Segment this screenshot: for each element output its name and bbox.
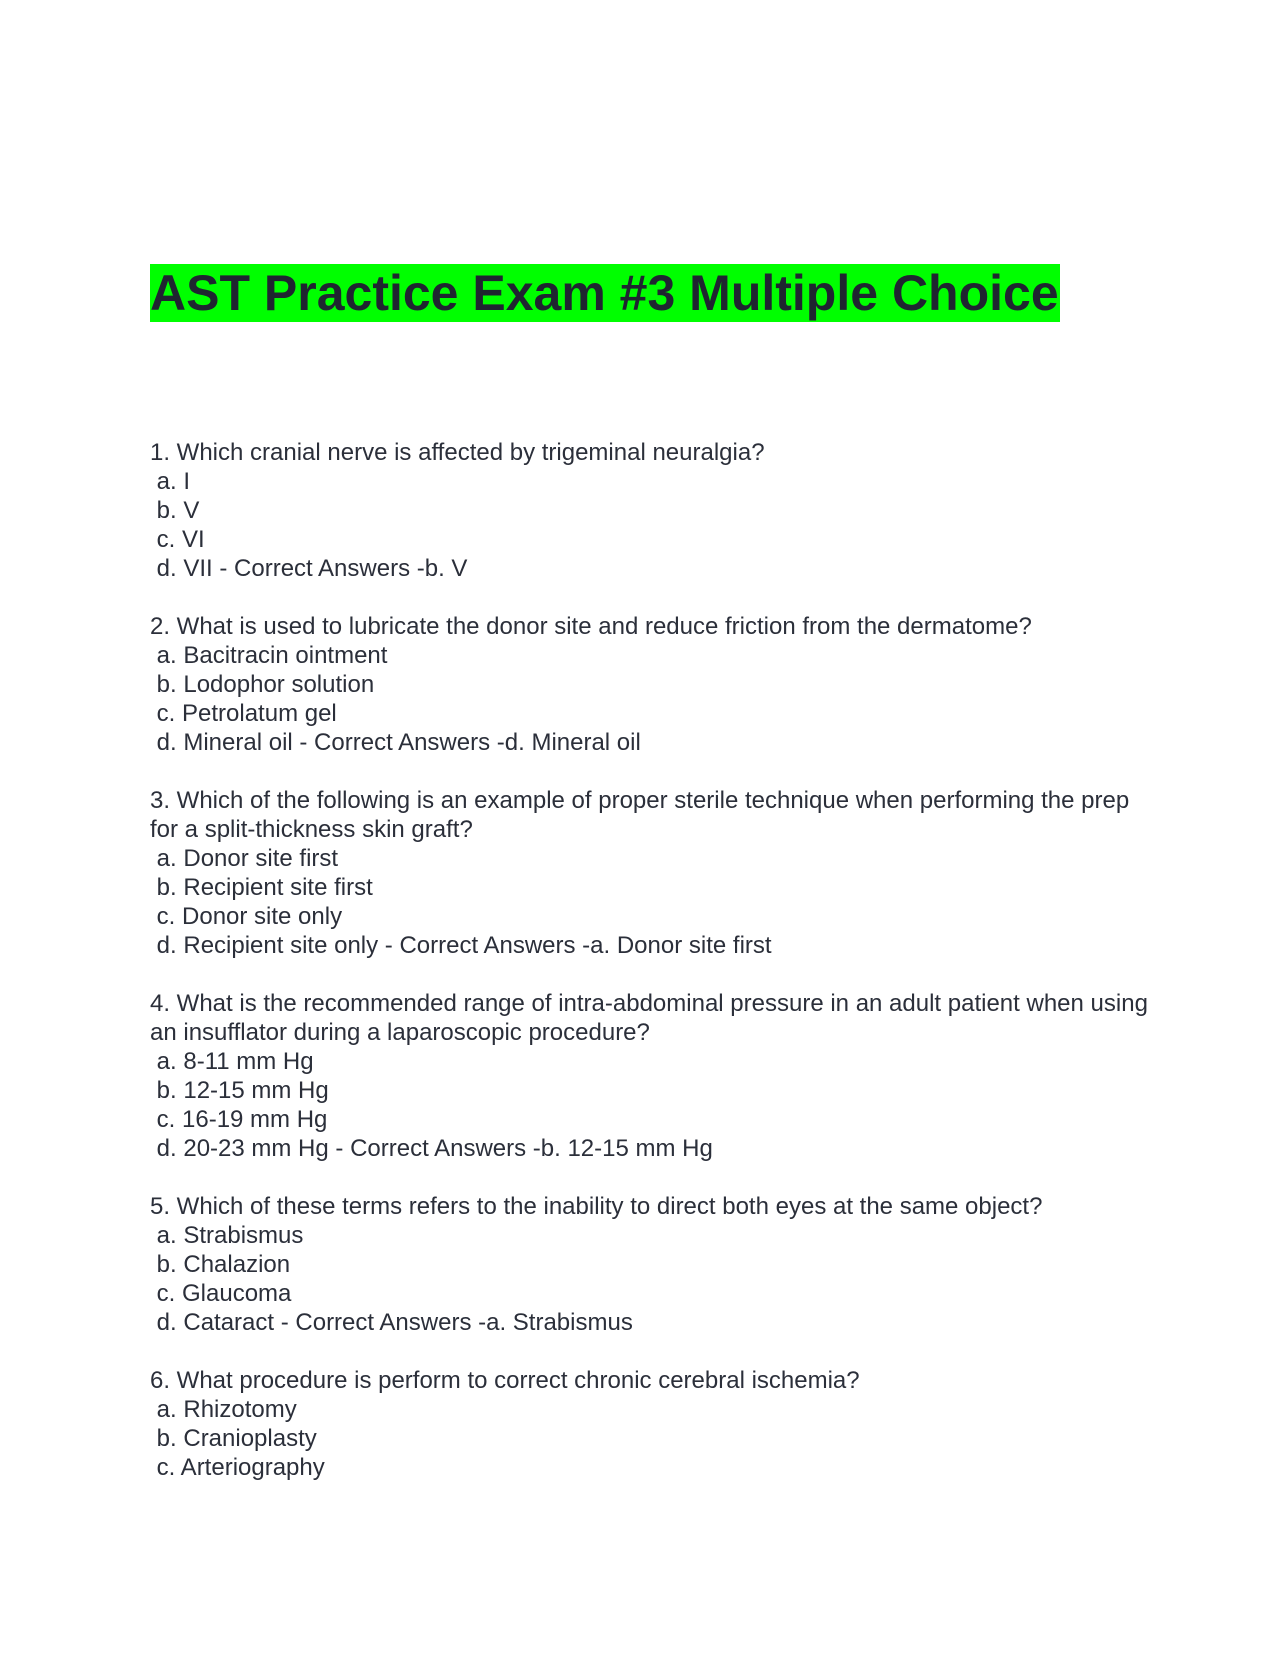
option-a: a. I — [150, 468, 191, 495]
option-b: b. V — [150, 497, 200, 524]
question-text: 3. Which of the following is an example of proper sterile technique when performing the prep for a split-thickness skin graft? — [150, 787, 1136, 843]
option-d-with-answer: d. 20-23 mm Hg - Correct Answers -b. 12-15 mm Hg — [150, 1135, 713, 1162]
question-list — [150, 438, 1155, 1482]
question-4 — [150, 989, 1155, 1163]
option-c: c. Glaucoma — [150, 1280, 292, 1307]
option-a: a. Bacitracin ointment — [150, 642, 388, 669]
page-title: AST Practice Exam #3 Multiple Choice — [150, 265, 1059, 321]
option-b: b. Recipient site first — [150, 874, 373, 901]
option-c: c. 16-19 mm Hg — [150, 1106, 328, 1133]
question-3 — [150, 786, 1150, 960]
question-text: 2. What is used to lubricate the donor site and reduce friction from the dermatome? — [150, 613, 1032, 640]
option-d-with-answer: d. Cataract - Correct Answers -a. Strabismus — [150, 1309, 633, 1336]
option-a: a. 8-11 mm Hg — [150, 1048, 314, 1075]
option-a: a. Strabismus — [150, 1222, 304, 1249]
option-b: b. Cranioplasty — [150, 1425, 317, 1452]
question-5 — [150, 1192, 1150, 1337]
option-d-with-answer: d. VII - Correct Answers -b. V — [150, 555, 468, 582]
question-text: 4. What is the recommended range of intra-abdominal pressure in an adult patient when using an insufflator during a laparoscopic procedure? — [150, 990, 1155, 1046]
question-1 — [150, 438, 1150, 583]
option-d-with-answer: d. Mineral oil - Correct Answers -d. Mineral oil — [150, 729, 641, 756]
option-a: a. Rhizotomy — [150, 1396, 297, 1423]
question-6 — [150, 1366, 1150, 1482]
option-c: c. Donor site only — [150, 903, 343, 930]
option-b: b. Lodophor solution — [150, 671, 375, 698]
document-page — [150, 264, 1155, 1511]
question-text: 6. What procedure is perform to correct chronic cerebral ischemia? — [150, 1367, 860, 1394]
question-text: 5. Which of these terms refers to the inability to direct both eyes at the same object? — [150, 1193, 1043, 1220]
option-a: a. Donor site first — [150, 845, 339, 872]
option-d-with-answer: d. Recipient site only - Correct Answers -a. Donor site first — [150, 932, 772, 959]
question-text: 1. Which cranial nerve is affected by trigeminal neuralgia? — [150, 439, 765, 466]
option-c: c. VI — [150, 526, 205, 553]
option-b: b. Chalazion — [150, 1251, 291, 1278]
option-c: c. Arteriography — [150, 1454, 325, 1481]
option-c: c. Petrolatum gel — [150, 700, 337, 727]
question-2 — [150, 612, 1150, 757]
option-b: b. 12-15 mm Hg — [150, 1077, 329, 1104]
